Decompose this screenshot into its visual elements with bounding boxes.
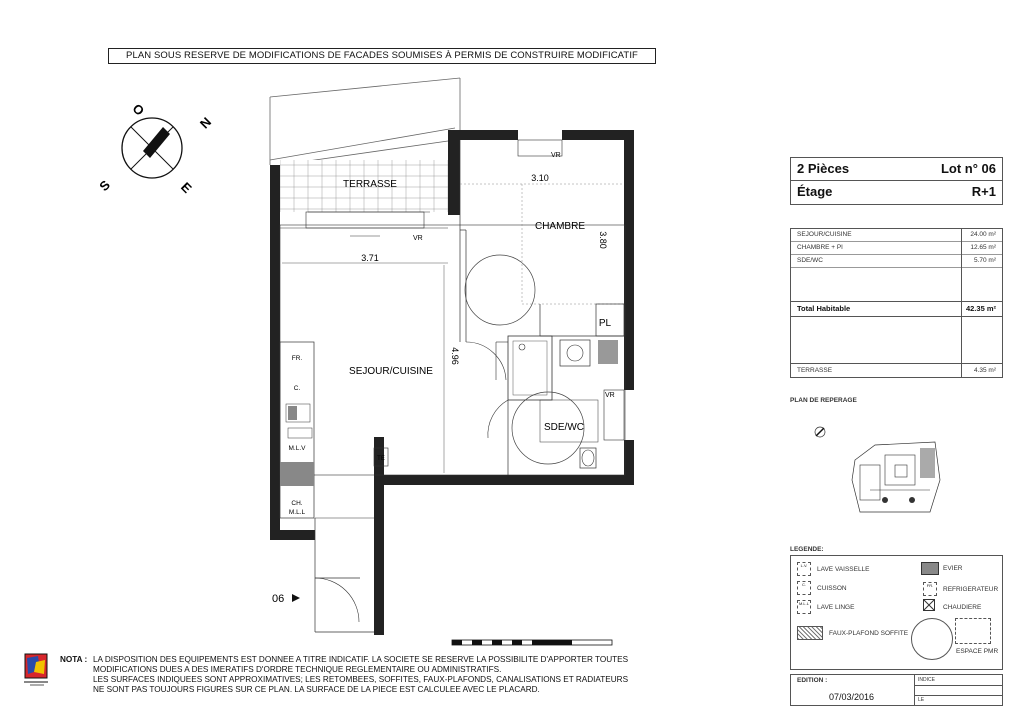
pmr-space-icon <box>955 618 991 644</box>
kitchen-fr: FR. <box>291 355 303 362</box>
toilet <box>580 448 596 468</box>
kitchen-mlv: M.L.V <box>288 445 306 452</box>
cupboard-mll: M.L.L <box>288 509 306 516</box>
sink-icon <box>921 562 939 575</box>
legend-cuisson: CUISSON <box>817 585 847 592</box>
entry-arrow-icon <box>292 594 300 602</box>
symbol-lave-linge: M.L.L <box>797 600 811 614</box>
pieces-count: 2 Pièces <box>797 161 850 176</box>
note-label: NOTA : <box>60 655 88 664</box>
legend-refrigerateur: REFRIGERATEUR <box>943 586 999 593</box>
faux-plafond-swatch <box>797 626 823 640</box>
kitchen-counter <box>280 342 314 518</box>
symbol-refrigerateur: FR. <box>923 582 937 596</box>
compass-west: O <box>129 100 148 119</box>
lot-number: Lot n° 06 <box>940 161 996 176</box>
plan-disclaimer-banner: PLAN SOUS RESERVE DE MODIFICATIONS DE FACADES SOUMISES À PERMIS DE CONSTRUIRE MODIFICATIF <box>108 48 656 64</box>
dim-chambre-depth: 3.80 <box>598 231 608 249</box>
indice-label: INDICE <box>918 677 935 683</box>
dim-sejour-depth: 4.96 <box>450 347 460 365</box>
door-swing-chambre <box>466 342 506 380</box>
dim-sejour-width: 3.71 <box>361 253 379 263</box>
pmr-circle-icon <box>911 618 953 660</box>
roof-overhang <box>270 78 460 165</box>
note-line-2: MODIFICATIONS DUES A DES IMERATIFS D'ORDRE TECHNIQUE REGLEMENTAIRE OU ADMINISTRATIFS. <box>93 665 502 674</box>
surface-row <box>791 229 1002 242</box>
vr-label-sde: VR <box>605 392 615 399</box>
kitchen-c: C. <box>293 385 301 392</box>
vr-label-chambre: VR <box>551 152 561 159</box>
scale-bar <box>452 640 612 645</box>
lot-marker-number: 06 <box>272 593 285 605</box>
etage-label: Étage <box>797 184 833 199</box>
compass-east: E <box>177 179 195 197</box>
compass-north: N <box>196 114 215 132</box>
room-label-chambre: CHAMBRE <box>534 221 586 232</box>
legend-faux-plafond: FAUX-PLAFOND SOFFITE <box>829 630 909 637</box>
edition-box <box>790 674 1003 706</box>
total-label: Total Habitable <box>797 304 851 313</box>
boiler-box <box>598 340 618 364</box>
legend-lave-vaisselle: LAVE VAISSELLE <box>817 566 870 573</box>
room-label-sde: SDE/WC <box>544 422 584 433</box>
symbol-cuisson: C. <box>797 581 811 595</box>
dim-chambre-width: 3.10 <box>531 173 549 183</box>
edition-date: 07/03/2016 <box>829 692 875 702</box>
placard-label: PL <box>598 318 612 329</box>
compass-south: S <box>96 177 114 195</box>
room-label-sejour: SEJOUR/CUISINE <box>349 366 433 377</box>
reperage-plan <box>800 420 970 520</box>
te-label: TE <box>377 456 385 462</box>
room-label-terrasse: TERRASSE <box>343 179 397 190</box>
legend-chaudiere: CHAUDIERE <box>943 604 982 611</box>
surface-name: SEJOUR/CUISINE <box>797 231 852 238</box>
bay-window-sejour <box>306 212 424 228</box>
legend-espace-pmr: ESPACE PMR <box>956 648 999 655</box>
total-value: 42.35 m² <box>965 304 996 313</box>
company-logo <box>22 652 52 688</box>
surface-value: 5.70 m² <box>973 257 996 264</box>
legend-evier: EVIER <box>943 565 963 572</box>
surface-row <box>791 255 1002 268</box>
kitchen-hatch <box>280 462 314 486</box>
surface-name: CHAMBRE + Pl <box>797 244 843 251</box>
cupboard-ch: CH. <box>291 500 303 507</box>
edition-label: EDITION : <box>797 677 828 684</box>
surface-rows <box>791 229 1002 268</box>
surface-value: 24.00 m² <box>970 231 996 238</box>
washbasin <box>560 340 590 366</box>
summary-header <box>790 157 1003 205</box>
shower-tray <box>508 336 552 400</box>
terrasse-value: 4.35 m² <box>973 367 996 374</box>
note-line-3: LES SURFACES INDIQUEES SONT APPROXIMATIVES; LES RETOMBEES, SOFFITES, FAUX-PLAFONDS, CANALISATIONS ET RADIATEURS <box>93 675 629 684</box>
note-line-1: LA DISPOSITION DES EQUIPEMENTS EST DONNEE A TITRE INDICATIF. LA SOCIETE SE RESERVE LA POSSIBILITE D'APPORTER TOUTES <box>93 655 629 664</box>
surface-name: SDE/WC <box>797 257 823 264</box>
total-row <box>791 301 1002 317</box>
legend-title: LEGENDE: <box>790 546 824 553</box>
note-line-4: NE SONT PAS TOUJOURS FIGURES SUR CE PLAN. LA SURFACE DE LA PIECE EST CALCULEE AVEC LE PLACARD. <box>93 685 540 694</box>
door-swing-sde <box>488 400 508 438</box>
legend-lave-linge: LAVE LINGE <box>817 604 855 611</box>
surface-table <box>790 228 1003 378</box>
vr-label-sejour: VR <box>413 235 423 242</box>
terrasse-label: TERRASSE <box>797 367 833 374</box>
le-label: LE <box>918 697 925 703</box>
terrasse-row <box>791 363 1002 377</box>
pmr-circle-chambre <box>465 255 535 325</box>
boiler-icon <box>923 599 935 611</box>
surface-value: 12.65 m² <box>970 244 996 251</box>
legend-box <box>790 555 1003 670</box>
surface-row <box>791 242 1002 255</box>
symbol-lave-vaisselle: L.V. <box>797 562 811 576</box>
entry-door-swing <box>315 578 359 622</box>
etage-value: R+1 <box>971 184 996 199</box>
reperage-title: PLAN DE REPERAGE <box>790 397 857 404</box>
